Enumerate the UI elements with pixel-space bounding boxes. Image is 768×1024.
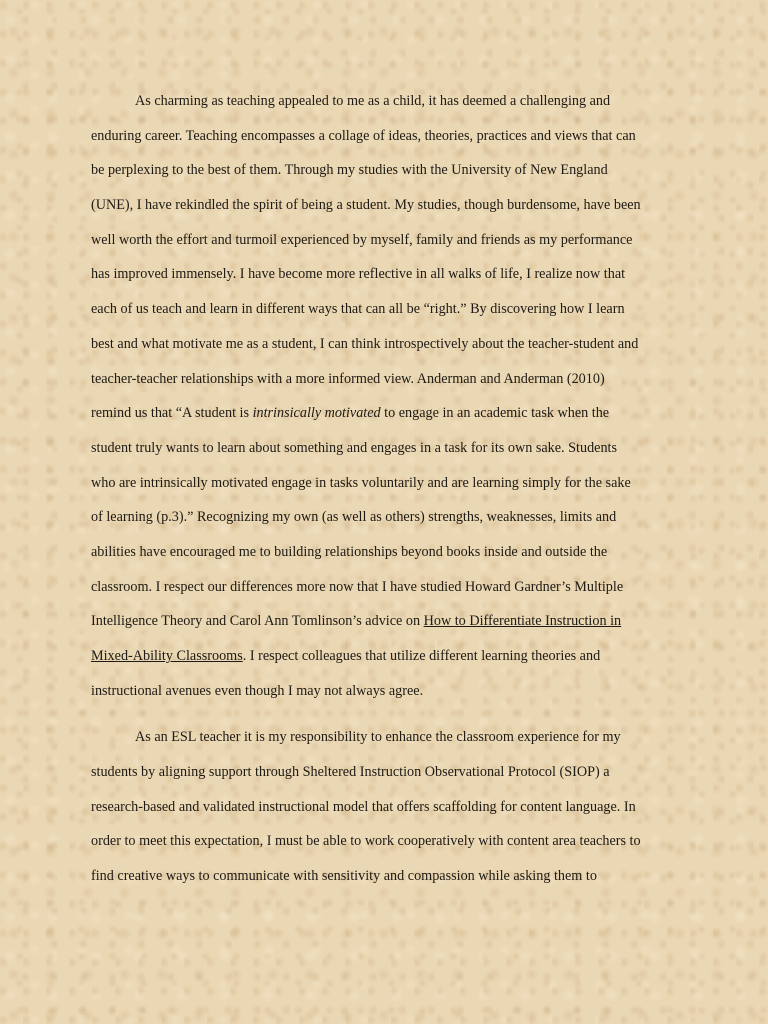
text-line [91, 641, 683, 676]
text-segment: teacher-teacher relationships with a more informed view. Anderman and Anderman (2010) [91, 370, 605, 387]
text-line [91, 433, 683, 468]
text-line [91, 329, 683, 364]
text-segment: enduring career. Teaching encompasses a collage of ideas, theories, practices and views that can [91, 127, 636, 144]
text-line [91, 606, 683, 641]
text-segment: Intelligence Theory and Carol Ann Tomlinson’s advice on [91, 613, 424, 630]
text-segment: find creative ways to communicate with sensitivity and compassion while asking them to [91, 868, 597, 885]
text-segment: As charming as teaching appealed to me as a child, it has deemed a challenging and [135, 93, 611, 109]
text-segment: research-based and validated instructional model that offers scaffolding for content language. In [91, 798, 636, 815]
text-segment: classroom. I respect our differences more now that I have studied Howard Gardner’s Multiple [91, 578, 624, 595]
text-segment: remind us that “A student is [91, 405, 253, 422]
text-line [91, 155, 683, 190]
italic-text: intrinsically motivated [252, 405, 381, 422]
text-segment: best and what motivate me as a student, I can think introspectively about the teacher-student and [91, 335, 639, 352]
text-line [91, 294, 683, 329]
underlined-title: Mixed-Ability Classrooms [91, 648, 243, 664]
text-segment: of learning (p.3).” Recognizing my own (as well as others) strengths, weaknesses, limits and [91, 509, 617, 526]
text-line [91, 121, 683, 156]
text-segment: be perplexing to the best of them. Through my studies with the University of New England [91, 162, 608, 179]
essay-body [91, 86, 683, 896]
text-line [91, 572, 683, 607]
text-segment: has improved immensely. I have become more reflective in all walks of life, I realize now that [91, 266, 626, 283]
text-line [91, 502, 683, 537]
text-line [91, 826, 683, 861]
text-line [91, 468, 683, 503]
text-line [91, 259, 683, 294]
text-line [91, 398, 683, 433]
text-segment: well worth the effort and turmoil experienced by myself, family and friends as my performance [91, 231, 633, 248]
text-segment: . I respect colleagues that utilize different learning theories and [242, 648, 601, 664]
text-segment: order to meet this expectation, I must be able to work cooperatively with content area teachers to [91, 833, 641, 850]
text-segment: to engage in an academic task when the [380, 405, 610, 422]
text-segment: each of us teach and learn in different ways that can all be “right.” By discovering how I learn [91, 301, 625, 318]
text-segment: abilities have encouraged me to building relationships beyond books inside and outside the [91, 543, 608, 560]
text-segment: who are intrinsically motivated engage in tasks voluntarily and are learning simply for the sake [91, 474, 631, 491]
text-line [91, 722, 683, 757]
text-line [91, 225, 683, 260]
text-line [91, 757, 683, 792]
paragraph-spacer [91, 710, 683, 722]
text-line [91, 86, 683, 121]
text-line [91, 676, 683, 711]
text-line [91, 190, 683, 225]
paragraph [91, 722, 683, 895]
text-segment: student truly wants to learn about something and engages in a task for its own sake. Students [91, 439, 618, 456]
text-segment: (UNE), I have rekindled the spirit of being a student. My studies, though burdensome, have been [91, 197, 641, 214]
paragraph [91, 86, 683, 710]
text-segment: As an ESL teacher it is my responsibility to enhance the classroom experience for my [135, 729, 621, 746]
underlined-title: How to Differentiate Instruction in [423, 613, 622, 630]
text-line [91, 861, 683, 896]
text-line [91, 364, 683, 399]
text-segment: students by aligning support through Sheltered Instruction Observational Protocol (SIOP) a [91, 764, 610, 781]
text-line [91, 792, 683, 827]
text-segment: instructional avenues even though I may not always agree. [91, 682, 424, 699]
text-line [91, 537, 683, 572]
